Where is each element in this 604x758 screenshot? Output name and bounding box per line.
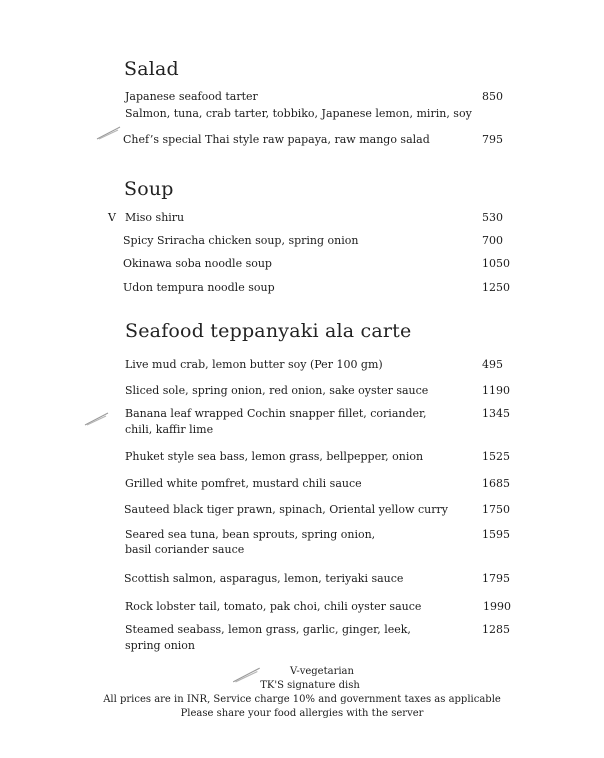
menu-item-price: 1050 [482,257,510,270]
menu-item-name: Live mud crab, lemon butter soy (Per 100 gm) [125,358,383,371]
menu-item-name: Steamed seabass, lemon grass, garlic, ginger, leek, [125,623,411,636]
menu-item-name-continued: basil coriander sauce [125,543,245,556]
menu-item-price: 1190 [482,384,510,397]
vegetarian-marker: V [108,211,116,224]
menu-item-price: 1250 [482,281,510,294]
menu-item-name: Miso shiru [125,211,185,224]
menu-item-price: 1285 [482,623,510,636]
menu-item-price: 850 [482,90,503,103]
menu-item-price: 795 [482,133,503,146]
menu-item-name: Japanese seafood tarter [125,90,258,103]
menu-item-price: 1990 [483,600,511,613]
section-title-soup: Soup [124,178,174,200]
chopsticks-signature-icon [96,126,122,140]
menu-item-price: 700 [482,234,503,247]
menu-item-price: 1595 [482,528,510,541]
menu-item-name: Banana leaf wrapped Cochin snapper fillet, coriander, [125,407,427,420]
allergy-note: Please share your food allergies with the server [180,708,424,719]
menu-item-name: Chef’s special Thai style raw papaya, raw mango salad [123,133,430,146]
menu-item-price: 1525 [482,450,510,463]
legend-vegetarian: V-vegetarian [290,666,354,677]
menu-item-name: Phuket style sea bass, lemon grass, bellpepper, onion [125,450,424,463]
legend-signature-dish: TK'S signature dish [260,680,360,691]
menu-item-price: 495 [482,358,503,371]
menu-item-price: 530 [482,211,503,224]
section-title-seafood: Seafood teppanyaki ala carte [125,320,412,342]
menu-item-name: Grilled white pomfret, mustard chili sauce [125,477,362,490]
prices-note: All prices are in INR, Service charge 10% and government taxes as applicable [103,694,501,705]
menu-item-name-continued: chili, kaffir lime [125,423,214,436]
menu-item-name: Okinawa soba noodle soup [123,257,272,270]
menu-item-name: Udon tempura noodle soup [123,281,275,294]
menu-item-price: 1795 [482,572,510,585]
menu-item-name: Seared sea tuna, bean sprouts, spring onion, [125,528,376,541]
menu-item-name-continued: spring onion [125,639,196,652]
section-title-salad: Salad [124,58,179,80]
menu-item-name: Scottish salmon, asparagus, lemon, teriyaki sauce [124,572,404,585]
menu-item-name: Sauteed black tiger prawn, spinach, Oriental yellow curry [124,503,448,516]
chopsticks-signature-icon [84,412,110,426]
menu-item-description: Salmon, tuna, crab tarter, tobbiko, Japanese lemon, mirin, soy [125,107,472,120]
menu-item-name: Rock lobster tail, tomato, pak choi, chili oyster sauce [125,600,422,613]
menu-item-price: 1345 [482,407,510,420]
menu-item-name: Sliced sole, spring onion, red onion, sake oyster sauce [125,384,429,397]
menu-item-name: Spicy Sriracha chicken soup, spring onion [123,234,359,247]
menu-item-price: 1685 [482,477,510,490]
menu-item-price: 1750 [482,503,510,516]
